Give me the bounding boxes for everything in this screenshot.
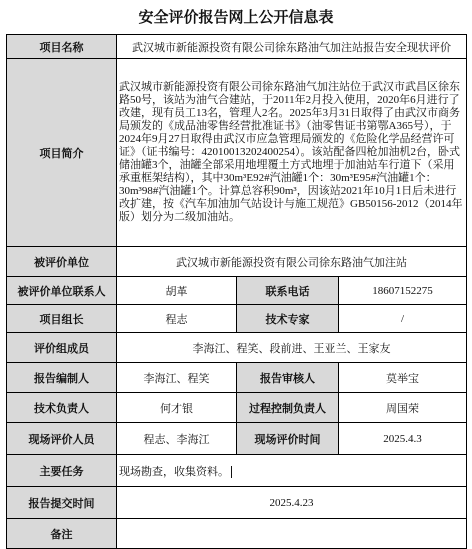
main-tasks-cell[interactable] bbox=[117, 455, 467, 487]
site-evaluators-value: 程志、李海江 bbox=[117, 423, 237, 455]
team-leader-label: 项目组长 bbox=[7, 305, 117, 333]
info-table bbox=[6, 34, 467, 549]
row-project-name bbox=[7, 35, 467, 59]
evaluated-unit-label: 被评价单位 bbox=[7, 247, 117, 277]
row-leader bbox=[7, 305, 467, 333]
site-evaluators-label: 现场评价人员 bbox=[7, 423, 117, 455]
site-eval-time-value: 2025.4.3 bbox=[339, 423, 467, 455]
unit-contact-value: 胡革 bbox=[117, 277, 237, 305]
row-leads bbox=[7, 393, 467, 423]
tech-lead-label: 技术负责人 bbox=[7, 393, 117, 423]
main-tasks-label: 主要任务 bbox=[7, 455, 117, 487]
remarks-label: 备注 bbox=[7, 519, 117, 549]
project-intro-value: 武汉城市新能源投资有限公司徐东路油气加注站位于武汉市武昌区徐东路50号，该站为油气合建站，于2011年2月投入使用，2020年6月进行了改建，现有员工13名，管理人2名。2025年3月31日取得了由武汉市商务局颁发的《成品油零售经营批准证书》（油零售证书第鄂A365号），于2024年9月27日取得由武汉市应急管理局颁发的《危险化学品经营许可证》（证书编号：42010013202400254）。该站配备四枪加油机2台，卧式储油罐3个，油罐全部采用地埋覆土方式地埋于加油站车行道下（采用承重框架结构），其中30m³E92#汽油罐1个：30m³E95#汽油罐1个：30m³98#汽油罐1个。计算总容积90m³，因该站2021年10月1日后未进行改扩建，按《汽车加油加气站设计与施工规范》GB50156-2012（2014年版）划分为二级加油站。 bbox=[117, 59, 467, 247]
row-submit bbox=[7, 487, 467, 519]
row-remarks bbox=[7, 519, 467, 549]
team-members-value: 李海江、程笑、段前进、王亚兰、王家友 bbox=[117, 333, 467, 363]
row-members bbox=[7, 333, 467, 363]
row-contact bbox=[7, 277, 467, 305]
tech-expert-value: / bbox=[339, 305, 467, 333]
site-eval-time-label: 现场评价时间 bbox=[237, 423, 339, 455]
tech-expert-label: 技术专家 bbox=[237, 305, 339, 333]
page-title: 安全评价报告网上公开信息表 bbox=[138, 8, 334, 26]
project-name-value: 武汉城市新能源投资有限公司徐东路油气加注站报告安全现状评价 bbox=[117, 35, 467, 59]
process-control-lead-label: 过程控制负责人 bbox=[237, 393, 339, 423]
team-leader-value: 程志 bbox=[117, 305, 237, 333]
evaluated-unit-value: 武汉城市新能源投资有限公司徐东路油气加注站 bbox=[117, 247, 467, 277]
phone-label: 联系电话 bbox=[237, 277, 339, 305]
report-author-label: 报告编制人 bbox=[7, 363, 117, 393]
project-intro-label: 项目简介 bbox=[7, 59, 117, 247]
team-members-label: 评价组成员 bbox=[7, 333, 117, 363]
main-tasks-value: 现场勘查，收集资料。 bbox=[119, 465, 229, 478]
remarks-value bbox=[117, 519, 467, 549]
tech-lead-value: 何才银 bbox=[117, 393, 237, 423]
row-report-people bbox=[7, 363, 467, 393]
report-submit-time-value: 2025.4.23 bbox=[117, 487, 467, 519]
report-reviewer-label: 报告审核人 bbox=[237, 363, 339, 393]
process-control-lead-value: 周国荣 bbox=[339, 393, 467, 423]
report-reviewer-value: 莫举宝 bbox=[339, 363, 467, 393]
row-evaluated-unit bbox=[7, 247, 467, 277]
unit-contact-label: 被评价单位联系人 bbox=[7, 277, 117, 305]
phone-value: 18607152275 bbox=[339, 277, 467, 305]
row-site bbox=[7, 423, 467, 455]
report-submit-time-label: 报告提交时间 bbox=[7, 487, 117, 519]
text-cursor bbox=[231, 466, 232, 478]
row-tasks bbox=[7, 455, 467, 487]
project-name-label: 项目名称 bbox=[7, 35, 117, 59]
report-author-value: 李海江、程笑 bbox=[117, 363, 237, 393]
row-project-intro bbox=[7, 59, 467, 247]
